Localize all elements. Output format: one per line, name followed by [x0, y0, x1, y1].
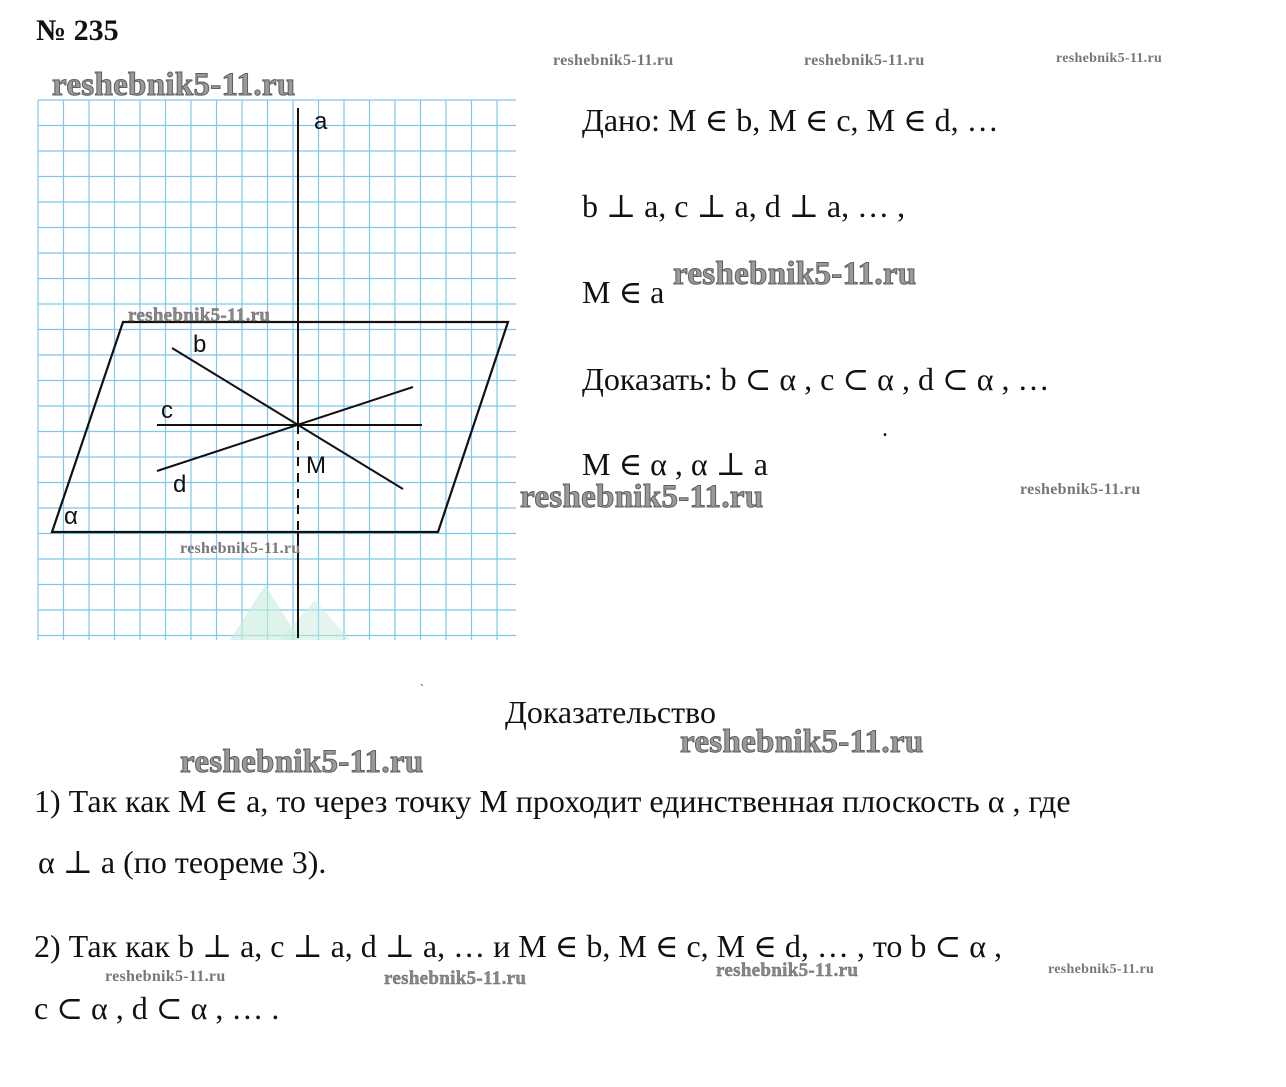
proof-step1-line2: α ⊥ a (по теореме 3). [38, 844, 327, 880]
watermark: reshebnik5-11.ru [673, 256, 917, 292]
line-d [157, 387, 413, 471]
plane-alpha [52, 322, 508, 532]
prove-line-2: M ∈ α , α ⊥ a [582, 446, 768, 482]
watermark: reshebnik5-11.ru [52, 67, 296, 103]
given-line-3: M ∈ a [582, 274, 665, 310]
label-d: d [173, 471, 187, 498]
grid-paper [38, 100, 516, 640]
geometry-figure [0, 0, 540, 700]
label-a: a [314, 108, 328, 135]
watermark: reshebnik5-11.ru [1048, 962, 1155, 977]
label-b: b [193, 331, 207, 358]
watermark: reshebnik5-11.ru [553, 52, 674, 69]
watermark: reshebnik5-11.ru [804, 52, 925, 69]
proof-step1-line1: 1) Так как M ∈ a, то через точку M проходит единственная плоскость α , где [34, 783, 1071, 819]
stray-dot: . [882, 416, 888, 442]
line-b [172, 348, 403, 489]
watermark: reshebnik5-11.ru [105, 968, 226, 985]
problem-number: № 235 [36, 14, 119, 47]
watermark: reshebnik5-11.ru [180, 540, 301, 557]
label-c: c [161, 397, 173, 424]
watermark: reshebnik5-11.ru [680, 724, 924, 760]
watermark: reshebnik5-11.ru [180, 744, 424, 780]
label-m: M [306, 452, 326, 479]
small-tick-mark: ` [420, 682, 424, 696]
watermark: reshebnik5-11.ru [128, 305, 271, 326]
given-line-1: Дано: M ∈ b, M ∈ c, M ∈ d, … [582, 102, 999, 138]
proof-step2-line2: c ⊂ α , d ⊂ α , … . [34, 990, 280, 1026]
proof-step2-line1: 2) Так как b ⊥ a, c ⊥ a, d ⊥ a, … и M ∈ b, M ∈ c, M ∈ d, … , то b ⊂ α , [34, 928, 1002, 964]
given-line-2: b ⊥ a, c ⊥ a, d ⊥ a, … , [582, 188, 906, 224]
label-alpha: α [64, 503, 78, 530]
prove-line-1: Доказать: b ⊂ α , c ⊂ α , d ⊂ α , … [582, 361, 1050, 397]
watermark: reshebnik5-11.ru [384, 968, 527, 989]
watermark: reshebnik5-11.ru [716, 960, 859, 981]
watermark: reshebnik5-11.ru [520, 479, 764, 515]
watermark-shape [280, 600, 350, 640]
proof-heading: Доказательство [505, 694, 716, 730]
watermark: reshebnik5-11.ru [1056, 51, 1163, 66]
watermark: reshebnik5-11.ru [1020, 481, 1141, 498]
